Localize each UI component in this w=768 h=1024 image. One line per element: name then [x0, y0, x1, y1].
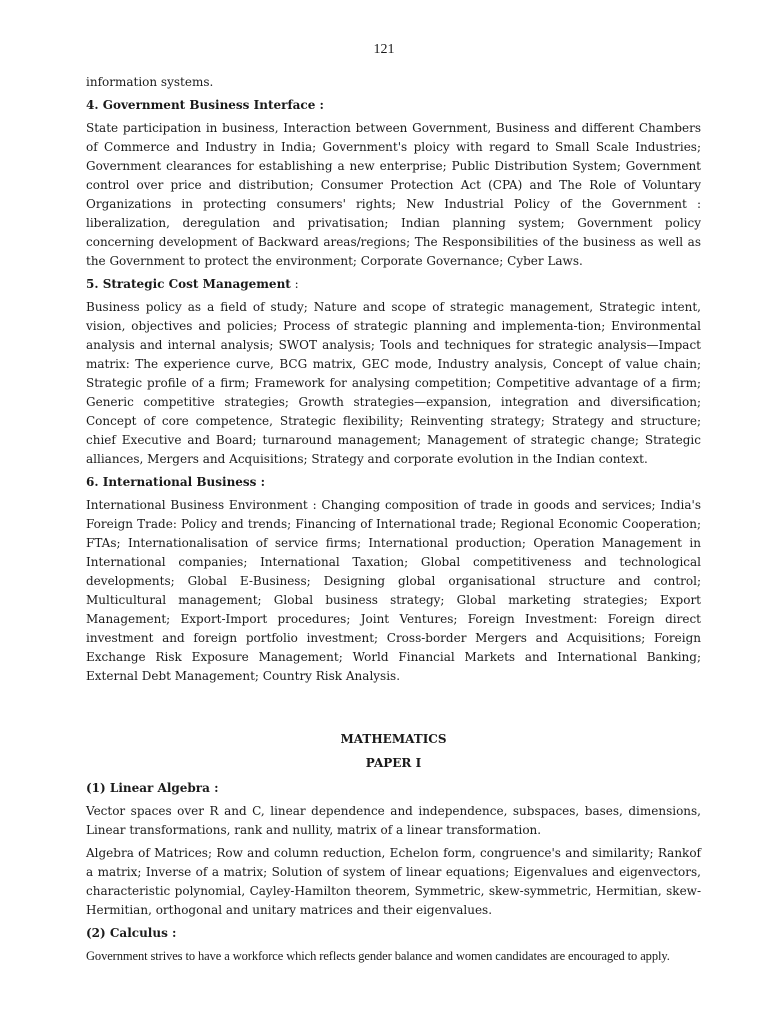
section-heading-strategic-cost-management-suffix: :	[290, 277, 299, 291]
mathematics-title: MATHEMATICS	[340, 732, 447, 746]
section-heading-international-business: 6. International Business :	[86, 475, 266, 489]
section-heading-government-business-interface: 4. Government Business Interface :	[86, 98, 324, 112]
linear-algebra-heading: (1) Linear Algebra :	[86, 781, 219, 795]
footer-note: Government strives to have a workforce which reflects gender balance and women candidates are encouraged to apply.	[86, 949, 670, 963]
section-body-government-business-interface: State participation in business, Interaction between Government, Business and different Chambers of Commerce and Industry in India; Government's ploicy with regard to Small Scale Industries; Government clearances for establishing a new enterprise; Public Distribution System; Government control over price and distribution; Consumer Protection Act (CPA) and The Role of Voluntary Organizations in protecting consumers' rights; New Industrial Policy of the Government : liberalization, deregulation and privatisation; Indian planning system; Government policy concerning development of Backward areas/regions; The Responsibilities of the business as well as the Government to protect the environment; Corporate Governance; Cyber Laws.	[86, 121, 701, 268]
section-body-international-business: International Business Environment : Changing composition of trade in goods and services; India's Foreign Trade: Policy and trends; Financing of International trade; Regional Economic Cooperation; FTAs; Internationalisation of service firms; International production; Operation Management in International companies; International Taxation; Global competitiveness and technological developments; Global E-Business; Designing global organisational structure and control; Multicultural management; Global business strategy; Global marketing strategies; Export Management; Export-Import procedures; Joint Ventures; Foreign Investment: Foreign direct investment and foreign portfolio investment; Cross-border Mergers and Acquisitions; Foreign Exchange Risk Exposure Management; World Financial Markets and International Banking; External Debt Management; Country Risk Analysis.	[86, 498, 701, 683]
section-heading-strategic-cost-management-text: 5. Strategic Cost Management	[86, 277, 291, 291]
linear-algebra-paragraph-2: Algebra of Matrices; Row and column reduction, Echelon form, congruence's and similarity; Rankof a matrix; Inverse of a matrix; Solution of system of linear equations; Eigenvalues and eigenvectors, characteristic polynomial, Cayley-Hamilton theorem, Symmetric, skew-symmetric, Hermitian, skew-Hermitian, orthogonal and unitary matrices and their eigenvalues.	[86, 846, 701, 917]
page-content	[86, 73, 701, 947]
page-number: 121	[373, 42, 395, 57]
calculus-heading: (2) Calculus :	[86, 926, 177, 940]
linear-algebra-paragraph-1: Vector spaces over R and C, linear dependence and independence, subspaces, bases, dimensions, Linear transformations, rank and nullity, matrix of a linear transformation.	[86, 804, 701, 837]
section-body-strategic-cost-management: Business policy as a field of study; Nature and scope of strategic management, Strategic intent, vision, objectives and policies; Process of strategic planning and implementa-tion; Environmental analysis and internal analysis; SWOT analysis; Tools and techniques for strategic analysis—Impact matrix: The experience curve, BCG matrix, GEC mode, Industry analysis, Concept of value chain; Strategic profile of a firm; Framework for analysing competition; Competitive advantage of a firm; Generic competitive strategies; Growth strategies—expansion, integration and diversification; Concept of core competence, Strategic flexibility; Reinventing strategy; Strategy and structure; chief Executive and Board; turnaround management; Management of strategic change; Strategic alliances, Mergers and Acquisitions; Strategy and corporate evolution in the Indian context.	[86, 300, 701, 466]
section-heading-strategic-cost-management	[86, 275, 701, 294]
intro-text: information systems.	[86, 75, 214, 89]
paper-title: PAPER I	[365, 756, 422, 770]
